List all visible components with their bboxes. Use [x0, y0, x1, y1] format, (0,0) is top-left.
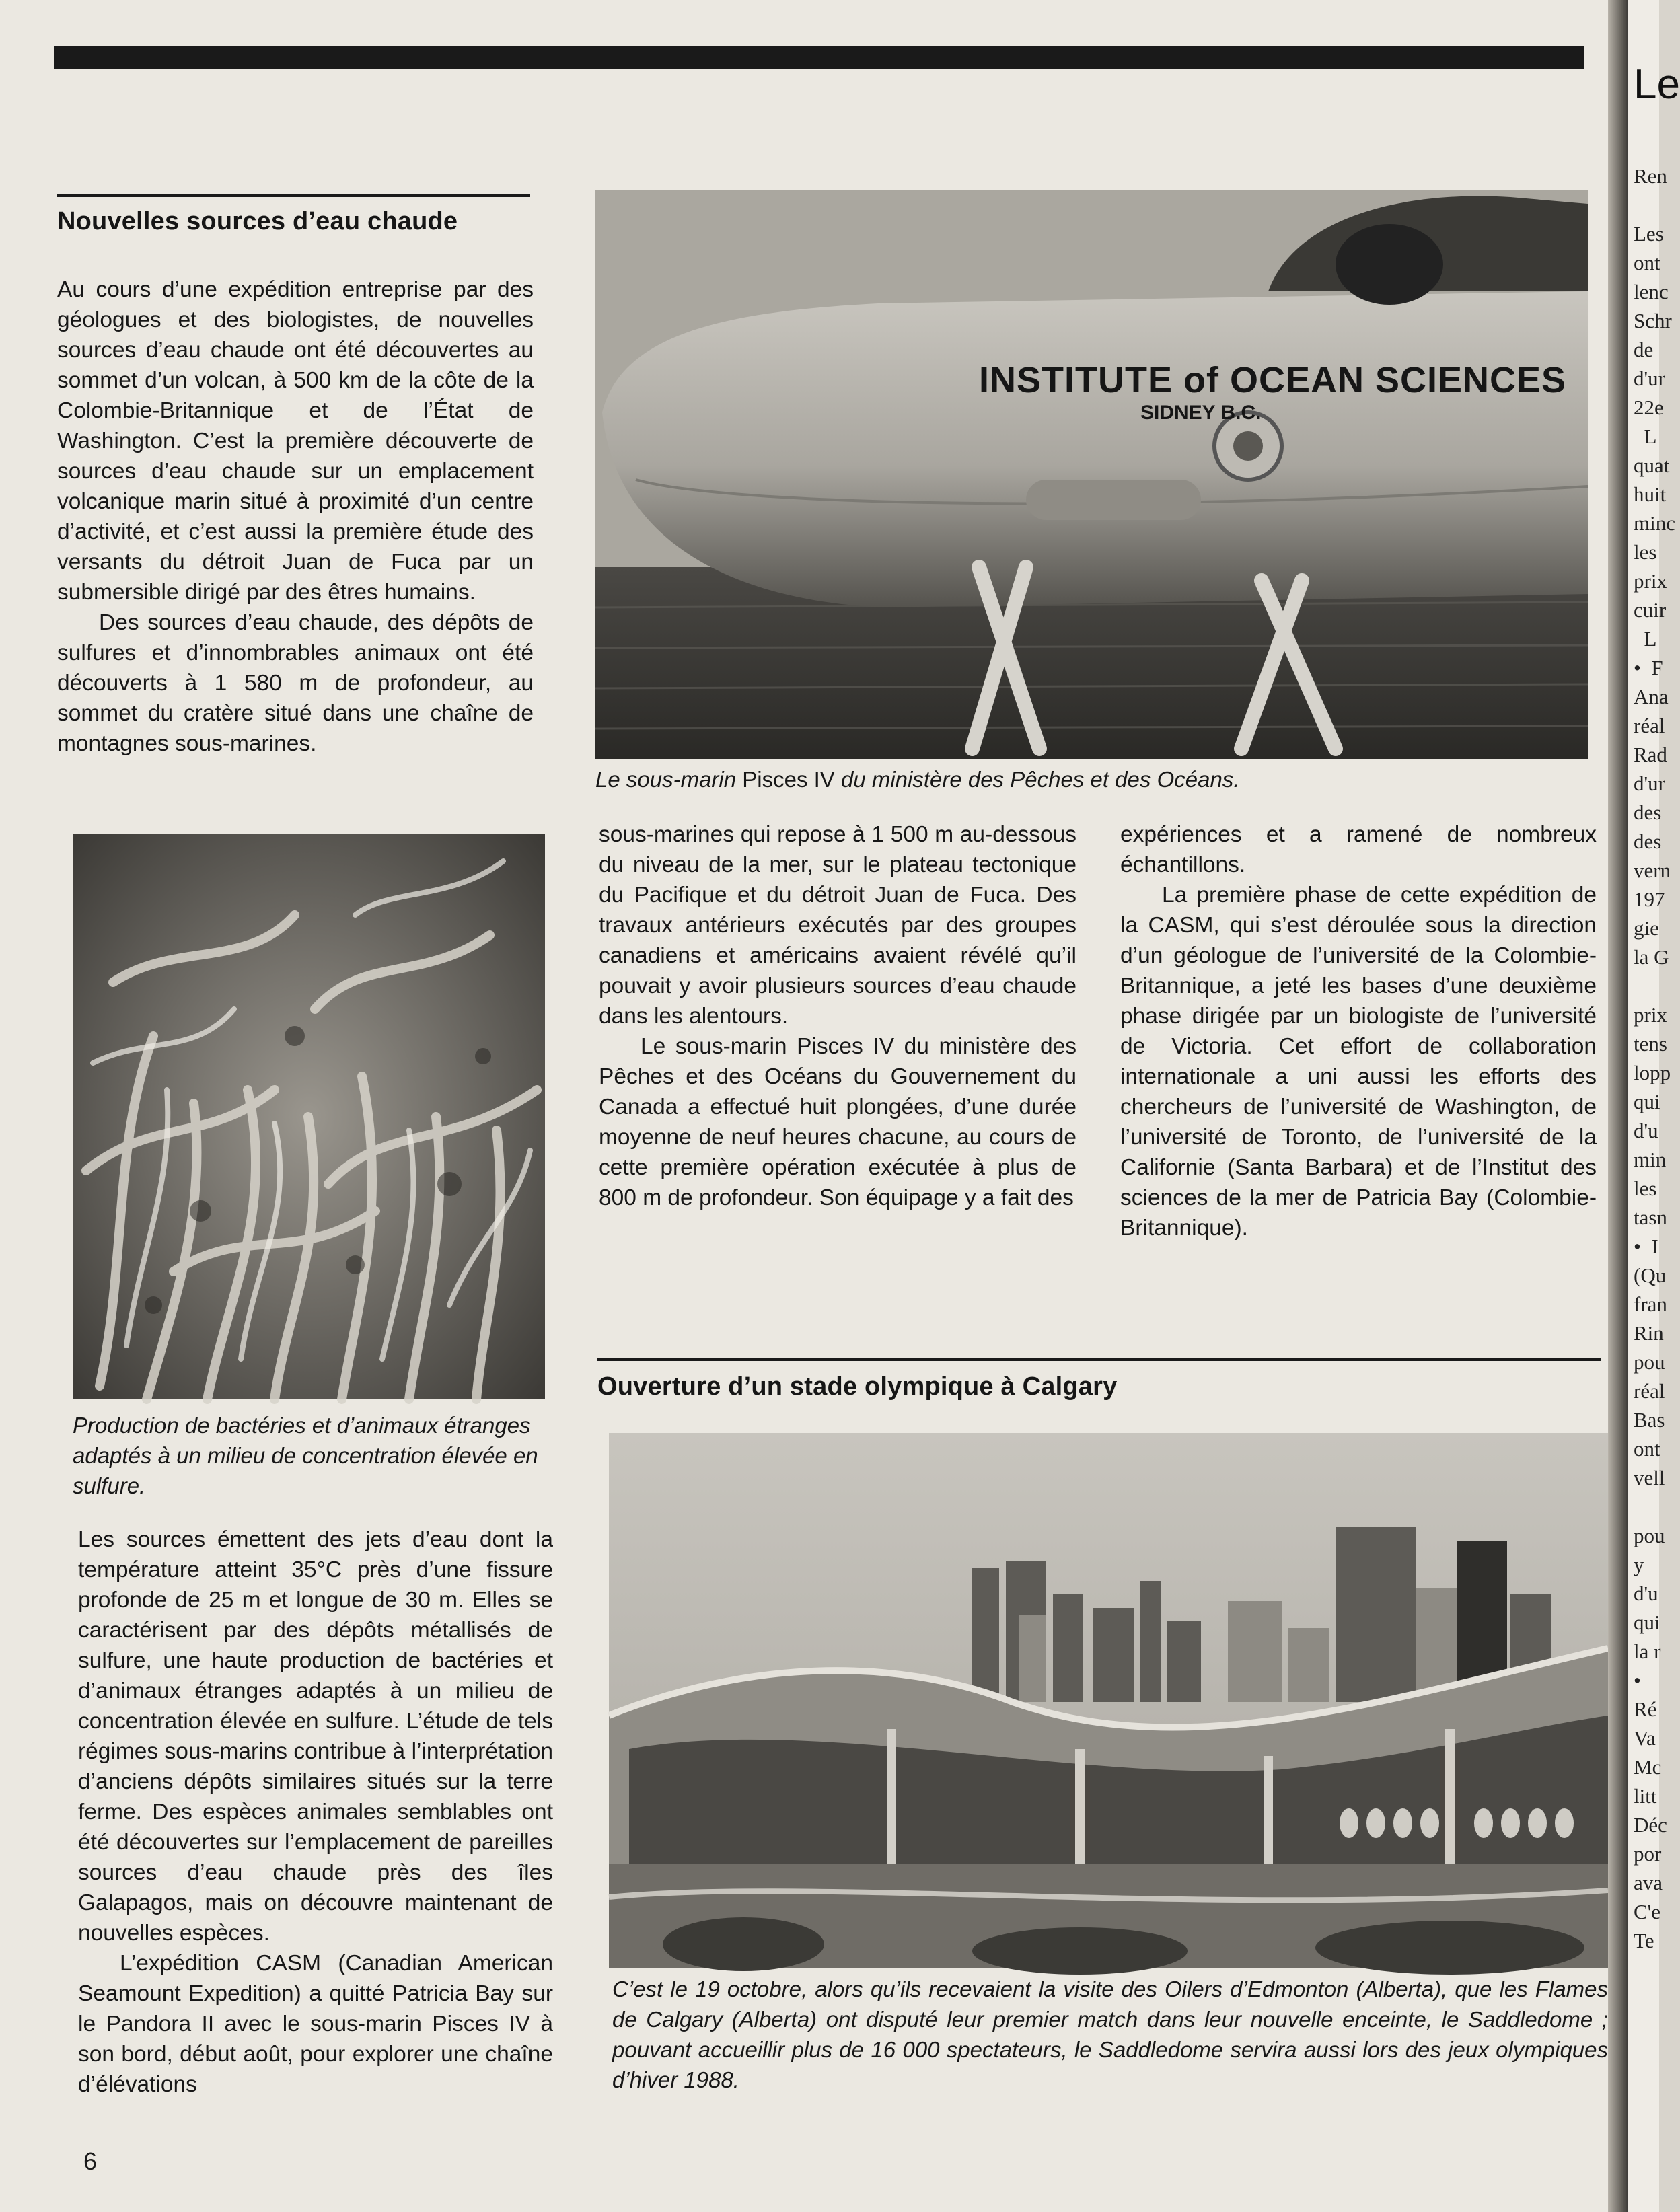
caption-part: du ministère des Pêches et des Océans.: [840, 767, 1240, 792]
binding-gutter: [1608, 0, 1628, 2212]
bacteria-photo: [73, 834, 545, 1399]
paragraph: sous-marines qui repose à 1 500 m au-dessous du niveau de la mer, sur le plateau tectonique du Pacifique et du détroit Juan de Fuca. Des travaux antérieurs exécutés par des groupes canadiens et américains avaient révélé qu’il pouvait y avoir plusieurs sources d’eau chaude dans les alentours.: [599, 822, 1076, 1029]
facing-page-edge: [1628, 0, 1680, 2212]
top-black-rule: [54, 46, 1584, 69]
paragraph: Les sources émettent des jets d’eau dont la température atteint 35°C près d’une fissure profonde de 25 m et longue de 30 m. Elles se caractérisent par des dépôts métallisés de sulfure, une haute production de bactéries et d’animaux étranges adaptés à un milieu de concentration élevée en sulfure. L’étude de tels régimes sous-marins contribue à l’interprétation d’anciens dépôts similaires situés sur la terre ferme. Des espèces animales semblables ont été découvertes sur l’emplacement de pareilles sources d’eau chaude près des îles Galapagos, mais on découvre maintenant de nouvelles espèces.: [78, 1527, 553, 1946]
submarine-label-sidney: SIDNEY B.C.: [1140, 402, 1262, 424]
bacteria-photo-caption: Production de bactéries et d’animaux étranges adaptés à un milieu de concentration élevée en sulfure.: [73, 1413, 538, 1498]
saddledome-photo-caption: C’est le 19 octobre, alors qu’ils recevaient la visite des Oilers d’Edmonton (Alberta), que les Flames de Calgary (Alberta) ont disputé leur premier match dans leur nouvelle enceinte, le Saddledome ; pouvant accueillir plus de 16 000 spectateurs, le Saddledome servira aussi lors des jeux olympiques d’hiver 1988.: [612, 1977, 1608, 2092]
article1-column2: [599, 819, 1076, 1213]
paragraph: L’expédition CASM (Canadian American Seamount Expedition) a quitté Patricia Bay sur le Pandora II avec le sous-marin Pisces IV à son bord, début août, pour explorer une chaîne d’élévations: [78, 1951, 553, 2097]
page-number: 6: [83, 2147, 98, 2175]
paragraph: La première phase de cette expédition de la CASM, qui s’est déroulée sous la direction d’un géologue de l’université de la Colombie-Britannique, a jeté les bases d’une deuxième phase dirigée par un biologiste de l’université de Victoria. Cet effort de collaboration internationale a uni aussi les efforts des chercheurs de l’université de Washington, de l’université de Toronto, de l’université de la Californie (Santa Barbara) et de l’Institut des sciences de la mer de Patricia Bay (Colombie-Britannique).: [1120, 883, 1597, 1241]
caption-part: Le sous-marin: [595, 767, 737, 792]
saddledome-photo: [609, 1433, 1608, 1968]
paragraph: Des sources d’eau chaude, des dépôts de sulfures et d’innombrables animaux ont été découverts à 1 580 m de profondeur, au sommet du cratère situé dans une chaîne de montagnes sous-marines.: [57, 610, 534, 756]
caption-part-upright: Pisces IV: [742, 767, 835, 792]
saddledome-image: [609, 1433, 1608, 1968]
submarine-label: INSTITUTE of OCEAN SCIENCES: [979, 360, 1567, 400]
submarine-photo: [595, 190, 1588, 759]
paragraph: Le sous-marin Pisces IV du ministère des Pêches et des Océans du Gouvernement du Canada a effectué huit plongées, d’une durée moyenne de neuf heures chacune, au cours de cette première opération exécutée à plus de 800 m de profondeur. Son équipage y a fait des: [599, 1034, 1076, 1210]
submarine-image: [595, 190, 1588, 759]
submarine-photo-caption: [595, 764, 1591, 795]
facing-page-text: Ren Les ont lenc Schr de d'ur 22e L quat huit minc les prix cuir L • F Ana réal Rad d'ur des des vern 197 gie la G prix tens lopp qui d'u min les tasn • I (Qu fran Rin pou réal Bas ont vell pou y d'u qui la r • Ré Va Mc litt Déc por ava C'e Te: [1634, 164, 1675, 1952]
article2-title: Ouverture d’un stade olympique à Calgary: [597, 1372, 1118, 1401]
article1-column1-bottom: [78, 1524, 553, 2100]
article1-column1-top: [57, 274, 534, 759]
article1-top-rule: [57, 194, 530, 197]
article2-top-rule: [597, 1358, 1601, 1361]
tube-worms-image: [73, 834, 545, 1399]
paragraph: expériences et a ramené de nombreux échantillons.: [1120, 822, 1597, 877]
paragraph: Au cours d’une expédition entreprise par des géologues et des biologistes, de nouvelles sources d’eau chaude ont été découvertes au sommet d’un volcan, à 500 km de la côte de la Colombie-Britannique et de l’État de Washington. C’est la première découverte de sources d’eau chaude sur un emplacement volcanique marin situé à proximité d’un centre d’activité, et c’est aussi la première étude des versants du détroit Juan de Fuca par un submersible dirigé par des êtres humains.: [57, 277, 534, 605]
facing-page-header: Le: [1634, 61, 1680, 108]
article1-title: Nouvelles sources d’eau chaude: [57, 207, 458, 235]
article1-column3: [1120, 819, 1597, 1243]
